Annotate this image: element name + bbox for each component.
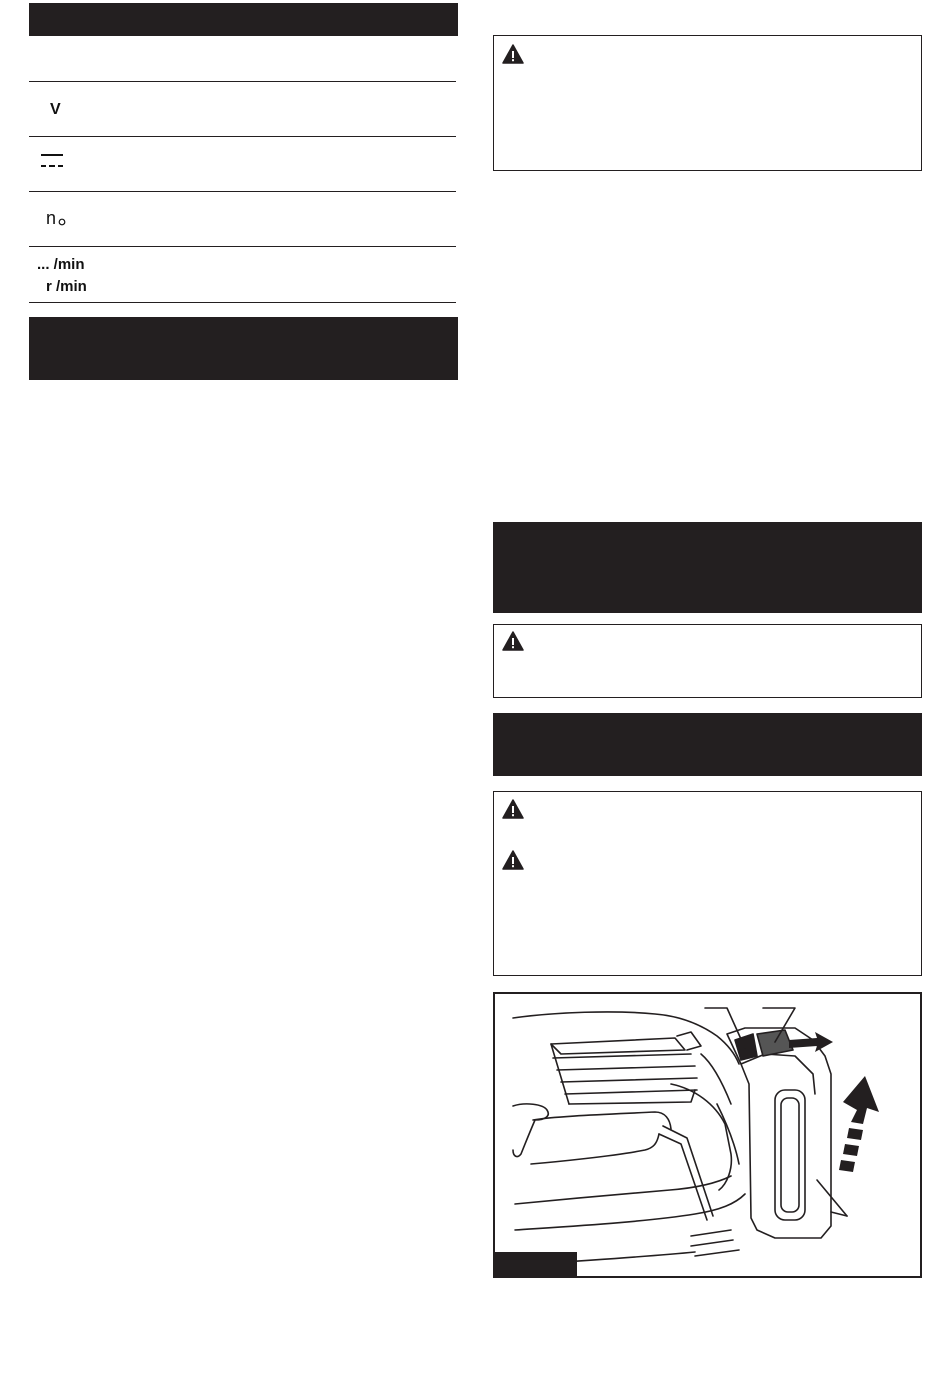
section-header-bar — [493, 713, 922, 776]
warning-box — [493, 791, 922, 976]
warning-triangle-icon — [502, 44, 524, 64]
symbols-row-divider — [29, 81, 456, 82]
per-minute-symbol: ... /min — [37, 256, 85, 273]
warning-triangle-icon — [502, 631, 524, 651]
subscript-circle-icon — [58, 218, 66, 226]
revolutions-per-minute-symbol: r /min — [46, 278, 87, 295]
figure-label-tab — [495, 1252, 577, 1276]
battery-cartridge-removal-illustration — [495, 994, 920, 1276]
warning-box — [493, 624, 922, 698]
symbols-header-bar — [29, 3, 458, 36]
section-header-bar — [493, 522, 922, 613]
symbols-row-divider — [29, 136, 456, 137]
warning-triangle-icon — [502, 799, 524, 819]
symbols-row-divider — [29, 191, 456, 192]
symbols-row-divider — [29, 302, 456, 303]
warning-box — [493, 35, 922, 171]
section-header-bar — [29, 317, 458, 380]
no-load-speed-symbol: n — [46, 208, 76, 230]
volts-symbol: V — [50, 101, 61, 118]
battery-cartridge-figure — [493, 992, 922, 1278]
warning-triangle-icon — [502, 850, 524, 870]
direct-current-icon — [40, 152, 64, 172]
symbols-row-divider — [29, 246, 456, 247]
